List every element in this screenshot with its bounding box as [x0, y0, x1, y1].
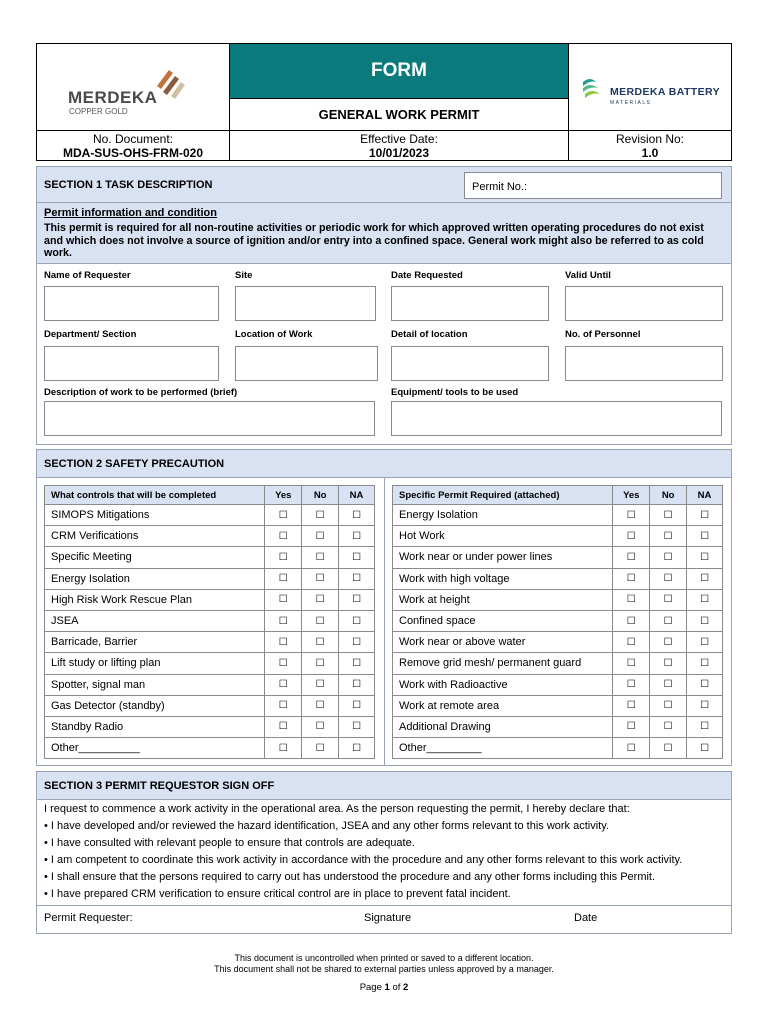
checkbox-na[interactable]: ☐: [339, 716, 375, 737]
revision-label: Revision No:: [615, 132, 685, 146]
permit-item-label: Work near or under power lines: [393, 547, 613, 568]
section-1-task-description: [36, 166, 732, 445]
control-item-label: SIMOPS Mitigations: [45, 505, 265, 526]
control-row: [45, 568, 375, 589]
detail-of-location-field[interactable]: [391, 346, 549, 381]
permits-table-header: [393, 486, 723, 505]
checkbox-na[interactable]: ☐: [687, 589, 723, 610]
checkbox-na[interactable]: ☐: [339, 653, 375, 674]
revision-cell: [568, 131, 731, 161]
checkbox-na[interactable]: ☐: [687, 632, 723, 653]
col-na-header: NA: [339, 486, 375, 505]
date-label[interactable]: Date: [574, 912, 598, 924]
doc-number-value: MDA-SUS-OHS-FRM-020: [62, 146, 203, 160]
date-requested-field[interactable]: [391, 286, 549, 321]
right-logo-sub: MATERIALS: [610, 100, 652, 106]
permit-row: [393, 653, 723, 674]
checkbox-na[interactable]: ☐: [339, 674, 375, 695]
bullet-icon: •: [44, 854, 51, 866]
permit-row: [393, 505, 723, 526]
checkbox-no[interactable]: ☐: [650, 716, 687, 737]
checkbox-yes[interactable]: ☐: [613, 695, 650, 716]
checkbox-yes[interactable]: ☐: [613, 568, 650, 589]
checkbox-na[interactable]: ☐: [339, 547, 375, 568]
col-na-header: NA: [687, 486, 723, 505]
checkbox-na[interactable]: ☐: [339, 695, 375, 716]
checkbox-na[interactable]: ☐: [687, 716, 723, 737]
checkbox-na[interactable]: ☐: [339, 526, 375, 547]
control-row: [45, 695, 375, 716]
date-requested-label: Date Requested: [391, 270, 463, 281]
department-field[interactable]: [44, 346, 219, 381]
control-row: [45, 716, 375, 737]
checkbox-no[interactable]: ☐: [650, 526, 687, 547]
checkbox-na[interactable]: ☐: [339, 738, 375, 759]
declaration-list: [44, 818, 728, 903]
permit-row: [393, 716, 723, 737]
name-of-requester-label: Name of Requester: [44, 270, 131, 281]
section-3-header: [37, 772, 731, 800]
page-of: of: [389, 982, 404, 993]
location-of-work-label: Location of Work: [235, 329, 313, 340]
checkbox-yes[interactable]: ☐: [613, 589, 650, 610]
footer-line-2: This document shall not be shared to external parties unless approved by a manager.: [214, 964, 554, 974]
control-item-label: Specific Meeting: [45, 547, 265, 568]
permit-no-field[interactable]: [464, 172, 722, 199]
sign-divider: [37, 905, 731, 906]
permit-row: [393, 674, 723, 695]
checkbox-no[interactable]: ☐: [302, 716, 339, 737]
checkbox-no[interactable]: ☐: [650, 738, 687, 759]
permit-info-text: This permit is required for all non-routine activities or periodic work for which approved written operating procedures do not exist and which does not involve a source of ignition and/or entry into a confined space. General work might also be referred to as cold work.: [44, 222, 704, 259]
permit-item-label: Energy Isolation: [393, 505, 613, 526]
section-2-title: SECTION 2 SAFETY PRECAUTION: [44, 457, 225, 470]
checkbox-yes[interactable]: ☐: [265, 695, 302, 716]
section-3-title: SECTION 3 PERMIT REQUESTOR SIGN OFF: [44, 779, 275, 792]
control-item-label: Standby Radio: [45, 716, 265, 737]
checkbox-yes[interactable]: ☐: [265, 738, 302, 759]
site-field[interactable]: [235, 286, 376, 321]
declaration-item: [44, 818, 728, 835]
bullet-icon: •: [44, 820, 51, 832]
permit-item-label: Work with high voltage: [393, 568, 613, 589]
declaration-item: [44, 852, 728, 869]
declaration-item: [44, 869, 728, 886]
section-1-title: SECTION 1 TASK DESCRIPTION: [44, 178, 213, 191]
checkbox-no[interactable]: ☐: [302, 738, 339, 759]
section-3-sign-off: [36, 771, 732, 934]
declaration-text: I am competent to coordinate this work activity in accordance with the procedure and any other forms relevant to this work activity.: [50, 854, 683, 866]
checkbox-yes[interactable]: ☐: [265, 716, 302, 737]
footer-disclaimer: [0, 953, 768, 975]
checkbox-na[interactable]: ☐: [339, 589, 375, 610]
checkbox-na[interactable]: ☐: [339, 632, 375, 653]
document-header: [36, 43, 732, 161]
equipment-label: Equipment/ tools to be used: [391, 387, 519, 398]
checkbox-na[interactable]: ☐: [687, 695, 723, 716]
checkbox-no[interactable]: ☐: [650, 568, 687, 589]
site-label: Site: [235, 270, 253, 281]
signature-label[interactable]: Signature: [364, 912, 412, 924]
checkbox-no[interactable]: ☐: [302, 674, 339, 695]
control-item-label: Spotter, signal man: [45, 674, 265, 695]
permit-row: [393, 610, 723, 631]
permit-row: [393, 547, 723, 568]
checkbox-no[interactable]: ☐: [302, 505, 339, 526]
permit-item-label: Work near or above water: [393, 632, 613, 653]
form-label: FORM: [230, 44, 568, 99]
checkbox-no[interactable]: ☐: [302, 695, 339, 716]
controls-table: [44, 485, 375, 759]
page-prefix: Page: [359, 982, 385, 993]
checkbox-no[interactable]: ☐: [650, 695, 687, 716]
permit-info-panel: [37, 203, 731, 264]
permit-info-title: Permit information and condition: [44, 207, 217, 219]
control-item-label: High Risk Work Rescue Plan: [45, 589, 265, 610]
merdeka-copper-gold-logo: [37, 44, 230, 130]
permit-row: [393, 526, 723, 547]
checkbox-na[interactable]: ☐: [687, 568, 723, 589]
permit-row: [393, 632, 723, 653]
valid-until-label: Valid Until: [565, 270, 611, 281]
checkbox-na[interactable]: ☐: [339, 610, 375, 631]
control-row: [45, 610, 375, 631]
doc-number-label: No. Document:: [92, 132, 174, 146]
control-item-label: Other__________: [45, 738, 265, 759]
checkbox-na[interactable]: ☐: [687, 526, 723, 547]
document-title: GENERAL WORK PERMIT: [318, 107, 480, 122]
page-number: [0, 982, 768, 993]
permit-item-label: Additional Drawing: [393, 716, 613, 737]
checkbox-na[interactable]: ☐: [687, 547, 723, 568]
control-row: [45, 738, 375, 759]
left-logo-sub: COPPER GOLD: [69, 107, 128, 116]
checkbox-yes[interactable]: ☐: [613, 505, 650, 526]
control-item-label: CRM Verifications: [45, 526, 265, 547]
revision-value: 1.0: [641, 146, 659, 160]
checkbox-na[interactable]: ☐: [687, 738, 723, 759]
controls-table-header: [45, 486, 375, 505]
battery-materials-mark-icon: [580, 76, 602, 98]
page-total: 2: [403, 982, 409, 993]
effective-date-label: Effective Date:: [360, 132, 438, 146]
right-logo-name: MERDEKA BATTERY: [610, 86, 721, 98]
col-no-header: No: [302, 486, 339, 505]
checkbox-no[interactable]: ☐: [302, 568, 339, 589]
checkbox-yes[interactable]: ☐: [613, 674, 650, 695]
permit-row: [393, 568, 723, 589]
checkbox-yes[interactable]: ☐: [613, 610, 650, 631]
merdeka-battery-logo: [568, 44, 731, 130]
checkbox-yes[interactable]: ☐: [265, 526, 302, 547]
checkbox-no[interactable]: ☐: [650, 674, 687, 695]
left-logo-name: MERDEKA: [68, 88, 158, 107]
control-item-label: Lift study or lifting plan: [45, 653, 265, 674]
checkbox-yes[interactable]: ☐: [265, 653, 302, 674]
permit-item-label: Confined space: [393, 610, 613, 631]
checkbox-no[interactable]: ☐: [650, 547, 687, 568]
checkbox-no[interactable]: ☐: [302, 653, 339, 674]
permit-item-label: Remove grid mesh/ permanent guard: [393, 653, 613, 674]
bullet-icon: •: [44, 888, 51, 900]
checkbox-yes[interactable]: ☐: [265, 505, 302, 526]
checkbox-no[interactable]: ☐: [302, 610, 339, 631]
control-item-label: Gas Detector (standby): [45, 695, 265, 716]
checkbox-no[interactable]: ☐: [650, 505, 687, 526]
no-of-personnel-label: No. of Personnel: [565, 329, 641, 340]
declaration-item: [44, 835, 728, 852]
declaration-text: I have developed and/or reviewed the hazard identification, JSEA and any other forms relevant to this work activity.: [50, 820, 609, 832]
declaration-text: I shall ensure that the persons required to carry out has understood the procedure and any other forms including this Permit.: [50, 871, 656, 883]
permit-row: [393, 695, 723, 716]
permit-requester-label[interactable]: Permit Requester:: [44, 912, 133, 924]
control-row: [45, 632, 375, 653]
checkbox-yes[interactable]: ☐: [613, 632, 650, 653]
control-row: [45, 526, 375, 547]
description-field[interactable]: [44, 401, 375, 436]
location-of-work-field[interactable]: [235, 346, 378, 381]
effective-date-value: 10/01/2023: [368, 146, 430, 160]
checkbox-yes[interactable]: ☐: [613, 738, 650, 759]
control-item-label: JSEA: [45, 610, 265, 631]
control-row: [45, 674, 375, 695]
col-no-header: No: [650, 486, 687, 505]
bullet-icon: •: [44, 837, 51, 849]
permit-row: [393, 738, 723, 759]
permit-item-label: Work at height: [393, 589, 613, 610]
description-label: Description of work to be performed (brief): [44, 387, 238, 398]
detail-of-location-label: Detail of location: [391, 329, 468, 340]
equipment-field[interactable]: [391, 401, 722, 436]
checkbox-na[interactable]: ☐: [687, 653, 723, 674]
checkbox-yes[interactable]: ☐: [265, 589, 302, 610]
effective-date-cell: [230, 131, 568, 161]
checkbox-na[interactable]: ☐: [339, 505, 375, 526]
declaration-text: I have prepared CRM verification to ensure critical control are in place to prevent fatal incident.: [50, 888, 511, 900]
controls-header-label: What controls that will be completed: [45, 486, 265, 505]
permit-item-label: Work with Radioactive: [393, 674, 613, 695]
bullet-icon: •: [44, 871, 51, 883]
control-row: [45, 653, 375, 674]
permit-item-label: Work at remote area: [393, 695, 613, 716]
permit-item-label: Other_________: [393, 738, 613, 759]
checkbox-yes[interactable]: ☐: [613, 547, 650, 568]
document-number-cell: [37, 131, 230, 161]
checkbox-no[interactable]: ☐: [302, 589, 339, 610]
checkbox-yes[interactable]: ☐: [613, 716, 650, 737]
checkbox-na[interactable]: ☐: [687, 610, 723, 631]
checkbox-na[interactable]: ☐: [339, 568, 375, 589]
declaration-block: [44, 801, 728, 903]
checkbox-na[interactable]: ☐: [687, 505, 723, 526]
no-of-personnel-field[interactable]: [565, 346, 723, 381]
checkbox-yes[interactable]: ☐: [265, 547, 302, 568]
control-row: [45, 547, 375, 568]
checkbox-no[interactable]: ☐: [302, 632, 339, 653]
checkbox-no[interactable]: ☐: [302, 547, 339, 568]
name-of-requester-field[interactable]: [44, 286, 219, 321]
control-row: [45, 505, 375, 526]
checkbox-no[interactable]: ☐: [650, 589, 687, 610]
checkbox-na[interactable]: ☐: [687, 674, 723, 695]
section-2-header: [37, 450, 731, 478]
permit-item-label: Hot Work: [393, 526, 613, 547]
permits-required-table: [392, 485, 723, 759]
department-label: Department/ Section: [44, 329, 137, 340]
declaration-item: [44, 886, 728, 903]
valid-until-field[interactable]: [565, 286, 723, 321]
control-item-label: Energy Isolation: [45, 568, 265, 589]
checkbox-yes[interactable]: ☐: [265, 610, 302, 631]
copper-gold-mark-icon: [155, 66, 187, 100]
document-meta-row: [37, 130, 731, 160]
col-yes-header: Yes: [613, 486, 650, 505]
declaration-intro: I request to commence a work activity in the operational area. As the person requesting the permit, I hereby declare that:: [44, 803, 630, 815]
checkbox-no[interactable]: ☐: [650, 610, 687, 631]
checkbox-yes[interactable]: ☐: [265, 568, 302, 589]
section-2-safety-precaution: [36, 449, 732, 766]
permit-no-label: Permit No.:: [472, 181, 528, 193]
checkbox-no[interactable]: ☐: [650, 632, 687, 653]
checkbox-yes[interactable]: ☐: [265, 674, 302, 695]
checkbox-yes[interactable]: ☐: [613, 526, 650, 547]
footer-line-1: This document is uncontrolled when printed or saved to a different location.: [234, 953, 534, 963]
control-row: [45, 589, 375, 610]
section-2-divider: [384, 478, 385, 765]
checkbox-no[interactable]: ☐: [650, 653, 687, 674]
checkbox-yes[interactable]: ☐: [613, 653, 650, 674]
checkbox-no[interactable]: ☐: [302, 526, 339, 547]
col-yes-header: Yes: [265, 486, 302, 505]
page-current: 1: [384, 982, 390, 993]
permit-row: [393, 589, 723, 610]
declaration-text: I have consulted with relevant people to ensure that controls are adequate.: [50, 837, 415, 849]
permits-header-label: Specific Permit Required (attached): [393, 486, 613, 505]
control-item-label: Barricade, Barrier: [45, 632, 265, 653]
checkbox-yes[interactable]: ☐: [265, 632, 302, 653]
